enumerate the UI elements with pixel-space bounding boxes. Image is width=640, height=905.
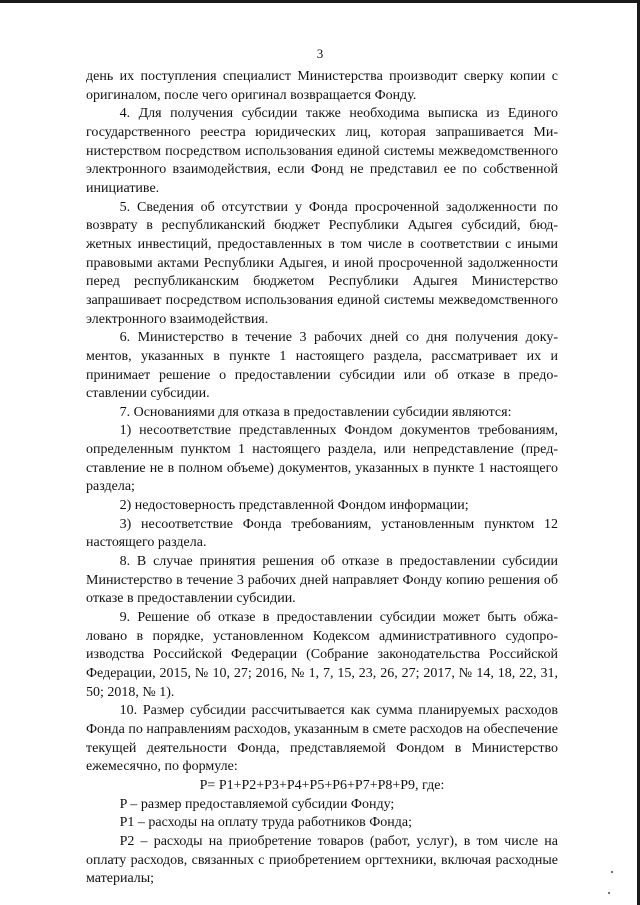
paragraph-continuation: день их поступления специалист Министерства производит сверку копии с оригиналом, после чего оригинал возвращается Фонду. bbox=[86, 69, 558, 103]
paragraph-subitem-3: 3) несоответствие Фонда требованиям, установленным пунктом 12 настоящего раздела. bbox=[86, 516, 558, 551]
definition-p: P – размер предоставляемой субсидии Фонду; bbox=[119, 796, 395, 812]
definition-p1: P1 – расходы на оплату труда работников Фонда; bbox=[119, 815, 412, 831]
paragraph-subitem-1: 1) несоответствие представленных Фондом документов требованиям, определенным пунктом 1 настоящего раздела, или непредставление (представление не в полном объеме) документов, указанных в пункте 1 настоящего раздела; bbox=[86, 423, 558, 495]
paragraph-item-7: 7. Основаниями для отказа в предоставлении субсидии являются: bbox=[119, 404, 512, 420]
paragraph-subitem-2: 2) недостоверность представленной Фондом информации; bbox=[119, 498, 469, 514]
formula: P= P1+P2+P3+P4+P5+P6+P7+P8+P9, где: bbox=[199, 777, 445, 793]
page-number: 3 bbox=[316, 46, 324, 61]
paragraph-item-4: 4. Для получения субсидии также необходима выписка из Единого государственного реестра юридических лиц, которая запрашивается Министерством посредством использования единой системы межведомственного электронного взаимодействия, если Фонд не представил ее по собственной инициативе. bbox=[86, 106, 558, 196]
scan-top-edge bbox=[0, 0, 640, 3]
definition-p2: P2 – расходы на приобретение товаров (работ, услуг), в том числе на оплату расходов, связанных с приобретением оргтехники, включая расходные материалы; bbox=[86, 833, 558, 887]
paragraph-item-8: 8. В случае принятия решения об отказе в предоставлении субсидии Министерство в течение 3 рабочих дней направляет Фонду копию решения об отказе в предоставлении субсидии. bbox=[86, 554, 558, 607]
scan-speck bbox=[608, 892, 610, 894]
document-body bbox=[86, 68, 558, 889]
scan-speck bbox=[611, 871, 613, 873]
paragraph-item-10: 10. Размер субсидии рассчитывается как сумма планируемых расходов Фонда по направлениям расходов, указанным в смете расходов на обеспечение текущей деятельности Фонда, представляемой Фондом в Министерство ежемесячно, по формуле: bbox=[86, 703, 558, 775]
paragraph-item-5: 5. Сведения об отсутствии у Фонда просроченной задолженности по возврату в республиканский бюджет Республики Адыгея субсидий, бюджетных инвестиций, предоставленных в том числе в соответствии с иными правовыми актами Республики Адыгея, и иной просроченной задолженности перед республиканским бюджетом Республики Адыгея Министерство запрашивает посредством использования единой системы межведомственного электронного взаимодействия. bbox=[86, 199, 558, 327]
paragraph-item-6: 6. Министерство в течение 3 рабочих дней со дня получения документов, указанных в пункте 1 настоящего раздела, рассматривает их и принимает решение о предоставлении субсидии или об отказе в предоставлении субсидии. bbox=[86, 330, 558, 402]
paragraph-item-9: 9. Решение об отказе в предоставлении субсидии может быть обжаловано в порядке, установленном Кодексом административного судопроизводства Российской Федерации (Собрание законодательства Российской Федерации, 2015, № 10, 27; 2016, № 1, 7, 15, 23, 26, 27; 2017, № 14, 18, 22, 31, 50; 2018, № 1). bbox=[86, 610, 558, 700]
